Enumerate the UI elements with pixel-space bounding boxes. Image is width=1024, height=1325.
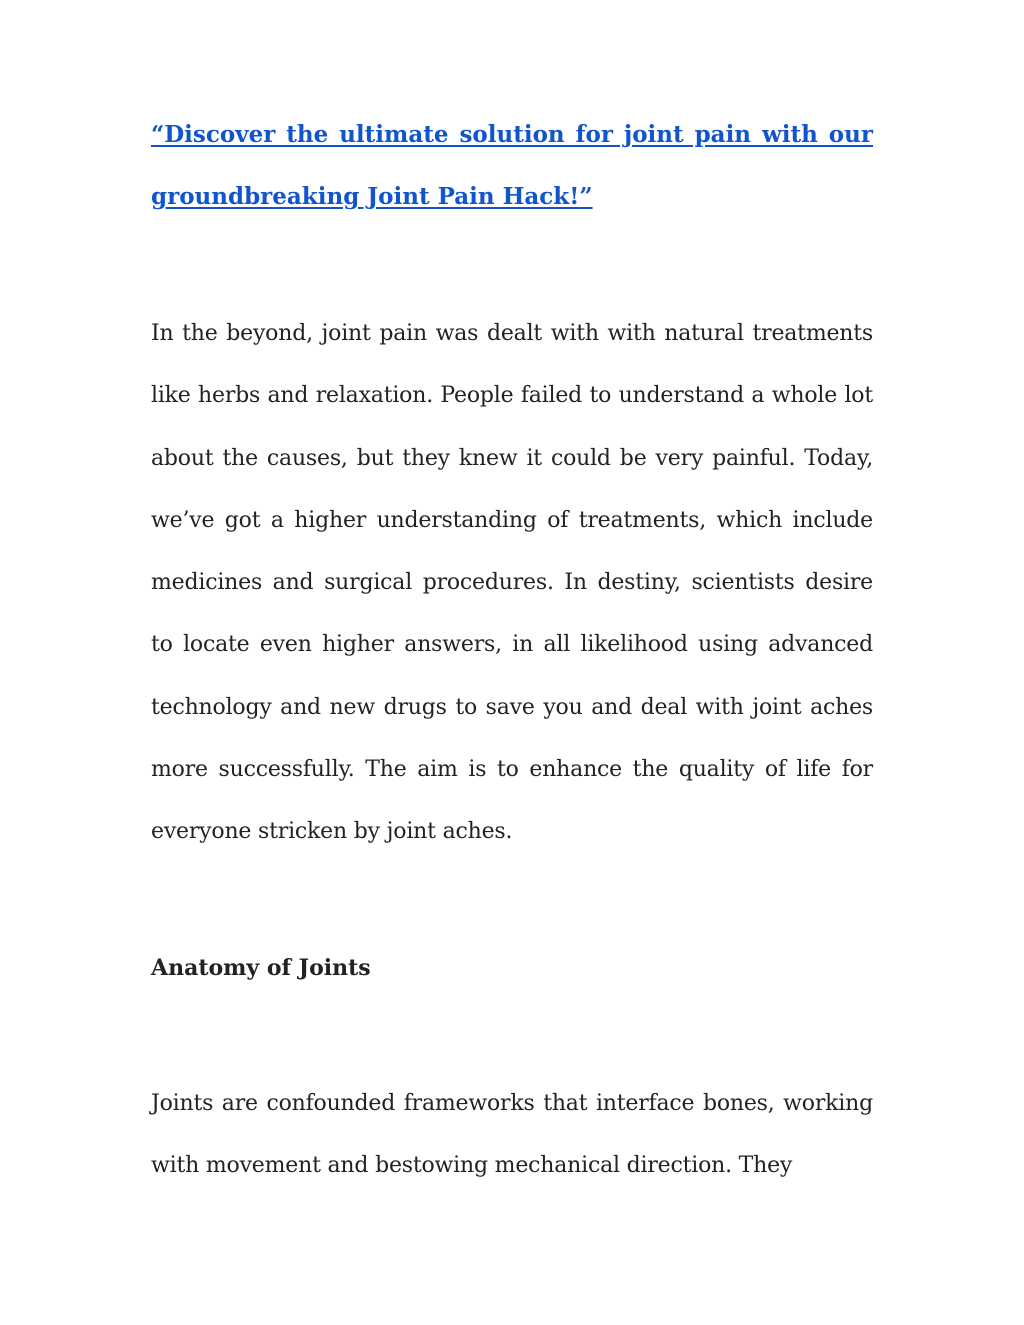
promo-link[interactable]: “Discover the ultimate solution for joint pain with our groundbreaking Joint Pain Hack!” [151, 121, 873, 210]
anatomy-paragraph: Joints are confounded frameworks that interface bones, working with movement and bestowing mechanical direction. They [151, 1091, 873, 1179]
intro-paragraph: In the beyond, joint pain was dealt with with natural treatments like herbs and relaxation. People failed to understand a whole lot about the causes, but they knew it could be very painful. Today, we’ve got a higher understanding of treatments, which include medicines and surgical procedures. In destiny, scientists desire to locate even higher answers, in all likelihood using advanced technology and new drugs to save you and deal with joint aches more successfully. The aim is to enhance the quality of life for everyone stricken by joint aches. [151, 321, 873, 845]
section-heading-anatomy: Anatomy of Joints [151, 955, 371, 981]
promo-heading [151, 104, 873, 228]
